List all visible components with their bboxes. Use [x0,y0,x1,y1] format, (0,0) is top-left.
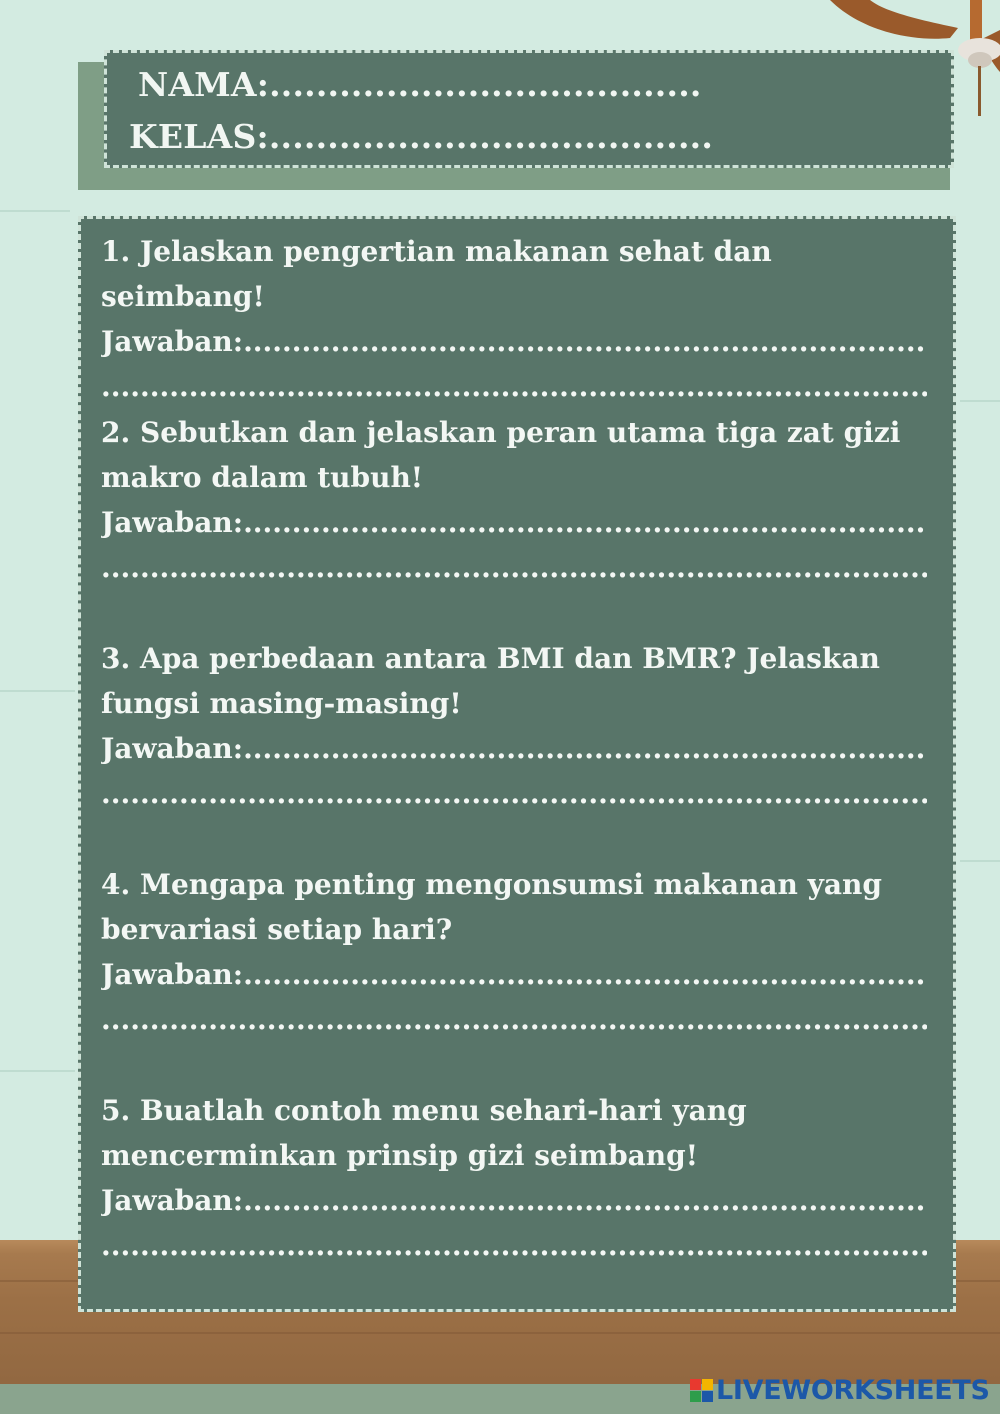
question-text: 5. Buatlah contoh menu sehari-hari yang mencerminkan prinsip gizi seimbang! [101,1094,747,1172]
answer-label: Jawaban: [101,732,244,765]
wall-line [0,210,70,212]
answer-dots [243,952,927,997]
question-2 [101,410,927,590]
wall-line [0,1070,75,1072]
wall-line [960,400,1000,402]
answer-dots [101,997,927,1042]
question-text: 3. Apa perbedaan antara BMI dan BMR? Jelaskan fungsi masing-masing! [101,642,880,720]
answer-dots [101,364,927,409]
logo-mark-icon [690,1379,713,1402]
wall-line [960,860,1000,862]
answer-label: Jawaban: [101,506,244,539]
answer-dots [243,319,927,364]
liveworksheets-logo[interactable] [690,1373,990,1407]
question-1 [101,229,927,409]
answer-dots [101,545,927,590]
logo-text: LIVEWORKSHEETS [716,1374,990,1406]
question-5 [101,1088,927,1268]
question-text: 1. Jelaskan pengertian makanan sehat dan seimbang! [101,235,772,313]
answer-line-continued[interactable] [101,997,927,1042]
answer-dots [101,771,927,816]
floor-plank-line [0,1332,1000,1334]
question-text: 2. Sebutkan dan jelaskan peran utama tiga zat gizi makro dalam tubuh! [101,416,901,494]
wall-line [0,690,75,692]
question-text: 4. Mengapa penting mengonsumsi makanan yang bervariasi setiap hari? [101,868,882,946]
answer-line[interactable] [101,500,927,545]
answer-dots [243,1178,927,1223]
questions-panel [78,216,956,1312]
answer-label: Jawaban: [101,1184,244,1217]
answer-label: Jawaban: [101,325,244,358]
answer-line-continued[interactable] [101,771,927,816]
answer-line[interactable] [101,319,927,364]
answer-line[interactable] [101,952,927,997]
answer-line[interactable] [101,1178,927,1223]
answer-line-continued[interactable] [101,364,927,409]
name-field[interactable]: NAMA:..................................... [138,65,702,104]
answer-line-continued[interactable] [101,1223,927,1268]
answer-line[interactable] [101,726,927,771]
identity-panel [104,50,954,168]
answer-dots [243,726,927,771]
answer-line-continued[interactable] [101,545,927,590]
class-field[interactable]: KELAS:...................................... [129,117,714,156]
answer-dots [243,500,927,545]
answer-label: Jawaban: [101,958,244,991]
question-3 [101,636,927,816]
question-4 [101,862,927,1042]
answer-dots [101,1223,927,1268]
